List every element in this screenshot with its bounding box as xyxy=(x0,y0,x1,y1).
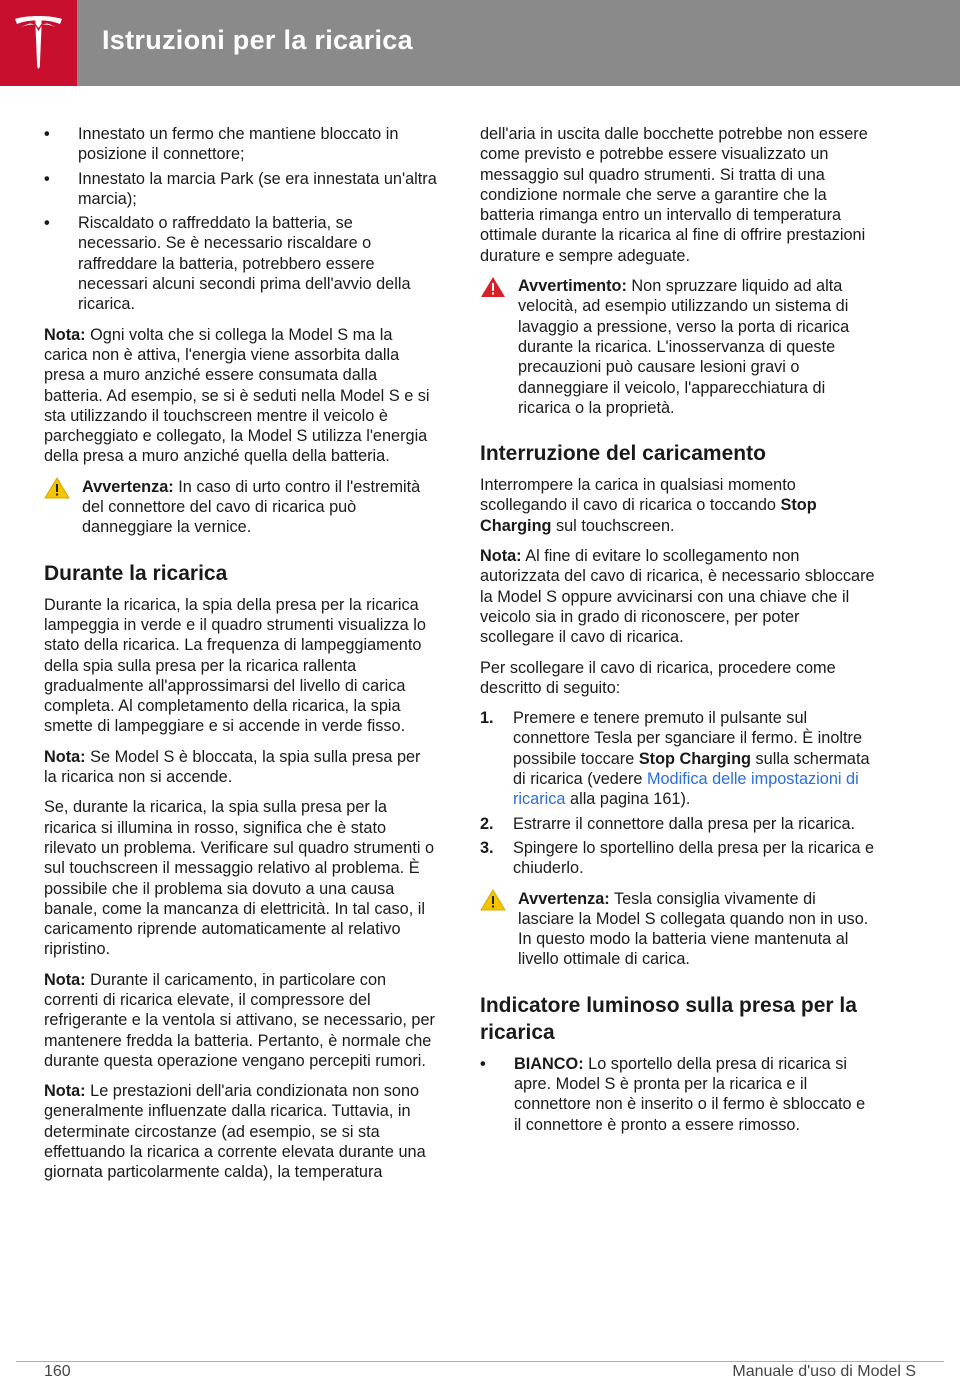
logo-box xyxy=(0,0,77,86)
list-item: • Innestato un fermo che mantiene bloccato in posizione il connettore; xyxy=(44,125,399,164)
note: Nota: Ogni volta che si collega la Model S ma la carica non è attiva, l'energia viene assorbita dalla presa a muro anziché essere consumata dalla batteria. Ad esempio, se si è seduti nella Model S e si sta utilizzando il touchscreen mentre il veicolo è parcheggiato e collegato, la Model S utilizza l'energia della presa a muro anziché quella della batteria. xyxy=(44,325,430,466)
manual-name: Manuale d'uso di Model S xyxy=(732,1363,916,1380)
list-item: 1. Premere e tenere premuto il pulsante sul connettore Tesla per sganciare il fermo. È inoltre possibile toccare Stop Charging sulla schermata di ricarica (vedere Modifica delle impostazioni di ricarica alla pagina 161). xyxy=(480,709,870,809)
paragraph: dell'aria in uscita dalle bocchette potrebbe non essere come previsto e potrebbe essere visualizzato un messaggio sul quadro strumenti. Si tratta di una condizione normale che serve a garantire che la batteria rimanga entro un intervallo di temperatura ottimale durante la ricarica al fine di offrire prestazioni durature e sempre adeguate. xyxy=(480,125,868,265)
page-number: 160 xyxy=(44,1363,71,1380)
section-heading: Indicatore luminoso sulla presa per la ricarica xyxy=(480,993,857,1044)
left-column xyxy=(44,124,437,1193)
section-heading: Interruzione del caricamento xyxy=(480,442,766,466)
note: Nota: Al fine di evitare lo scollegamento non autorizzata del cavo di ricarica, è necessario sbloccare la Model S oppure avvicinarsi con una chiave che il veicolo sia in grado di riconoscere, per poter scollegare il cavo di ricarica. xyxy=(480,547,875,647)
paragraph: Durante la ricarica, la spia della presa per la ricarica lampeggia in verde e il quadro strumenti visualizza lo stato della ricarica. La frequenza di lampeggiamento della spia sulla presa per la ricarica rallenta gradualmente all'approssimarsi del livello di carica completa. Al completamento della ricarica, la spia smette di lampeggiare e si accende in verde fisso. xyxy=(44,595,426,736)
settings-link[interactable]: Modifica delle impostazioni di ricarica xyxy=(513,770,859,809)
bullet-icon: • xyxy=(480,1054,486,1073)
right-column xyxy=(480,124,876,1145)
warning-triangle-icon xyxy=(480,276,506,298)
warning-box: Avvertimento: Non spruzzare liquido ad alta velocità, ad esempio utilizzando un sistema di lavaggio a pressione, verso la porta di ricarica durante la ricarica. L'inosservanza di queste precauzioni può causare lesioni gravi o danneggiare il veicolo, l'apparecchiatura di ricarica o la proprietà. xyxy=(480,276,876,418)
page-header xyxy=(0,0,960,86)
page-title: Istruzioni per la ricarica xyxy=(102,25,413,55)
list-item: • Innestato la marcia Park (se era innestata un'altra marcia); xyxy=(44,169,437,208)
list-item: 3. Spingere lo sportellino della presa per la ricarica e chiuderlo. xyxy=(480,838,875,878)
caution-triangle-icon xyxy=(44,477,70,499)
caution-triangle-icon xyxy=(480,889,506,911)
unplug-steps-list xyxy=(480,708,876,878)
paragraph: Per scollegare il cavo di ricarica, procedere come descritto di seguito: xyxy=(480,658,836,697)
list-item: • Riscaldato o raffreddato la batteria, se necessario. Se è necessario riscaldare o raffreddare la batteria, potrebbero essere necessari alcuni secondi prima dell'avvio della ricarica. xyxy=(44,214,411,314)
note: Nota: Se Model S è bloccata, la spia sulla presa per la ricarica non si accende. xyxy=(44,747,421,787)
caution-box: Avvertenza: In caso di urto contro il l'estremità del connettore del cavo di ricarica può danneggiare la vernice. xyxy=(44,477,437,538)
paragraph: Se, durante la ricarica, la spia sulla presa per la ricarica si illumina in rosso, significa che è stato rilevato un problema. Verificare sul quadro strumenti o sul touchscreen il messaggio relativo al problema. È possibile che il problema sia dovuto a una causa banale, come la mancanza di elettricità. In tal caso, il caricamento riprende automaticamente al relativo ripristino. xyxy=(44,798,435,959)
caution-box: Avvertenza: Tesla consiglia vivamente di lasciare la Model S collegata quando non in uso. In questo modo la batteria viene mantenuta al livello ottimale di carica. xyxy=(480,889,876,970)
charging-actions-list xyxy=(44,124,437,315)
bullet-icon: • xyxy=(44,214,50,233)
note: Nota: Le prestazioni dell'aria condizionata non sono generalmente influenzate dalla ricarica. Tuttavia, in determinate circostanze (ad esempio, se si sta effettuando la ricarica a corrente elevata durante una giornata particolarmente calda), la temperatura xyxy=(44,1082,426,1182)
note: Nota: Durante il caricamento, in particolare con correnti di ricarica elevate, il compressore del refrigerante e la ventola si attivano, se necessario, per mantenere fredda la batteria. Pertanto, è normale che durante questa operazione vengano percepiti rumori. xyxy=(44,970,435,1070)
tesla-logo-icon xyxy=(13,15,64,71)
list-item: 2. Estrarre il connettore dalla presa per la ricarica. xyxy=(480,814,856,833)
bullet-icon: • xyxy=(44,125,50,143)
paragraph: Interrompere la carica in qualsiasi momento scollegando il cavo di ricarica o toccando Stop Charging sul touchscreen. xyxy=(480,476,817,535)
footer-divider xyxy=(16,1361,944,1362)
indicator-list xyxy=(480,1054,876,1135)
list-item: • BIANCO: Lo sportello della presa di ricarica si apre. Model S è pronta per la ricarica e il connettore non è inserito o il fermo è sbloccato e il connettore è pronto a essere rimosso. xyxy=(480,1054,866,1134)
section-heading: Durante la ricarica xyxy=(44,561,228,585)
bullet-icon: • xyxy=(44,169,50,188)
